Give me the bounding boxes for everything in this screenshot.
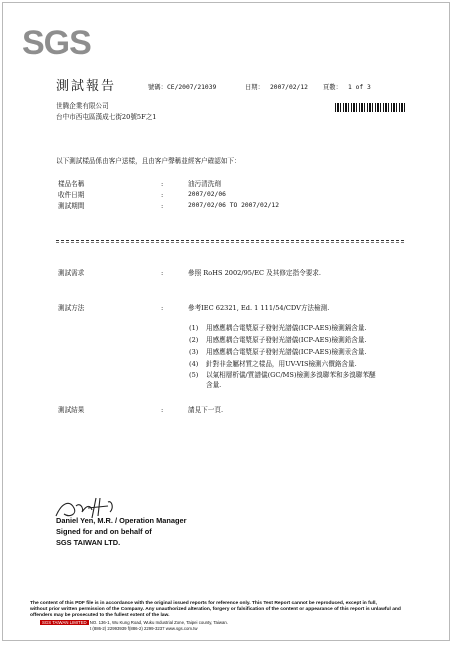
intro-text: 以下測試樣品係由客户送樣，且由客户聲稱並經客户確認如下： — [56, 157, 241, 165]
signed-for-text: Signed for and on behalf of — [56, 527, 152, 536]
colon: : — [161, 304, 164, 312]
divider — [56, 242, 404, 243]
method-item-text: 針對非金屬材質之樣品，用UV-VIS檢測六價鉻含量. — [206, 360, 357, 368]
method-item-number: (5) — [189, 371, 199, 379]
received-date-label: 收件日期 — [58, 191, 85, 199]
report-date: 2007/02/12 — [270, 84, 308, 91]
colon: : — [161, 180, 164, 188]
method-item-text-continued: 含量. — [206, 381, 222, 389]
page-label: 頁數： — [323, 84, 342, 91]
page-number: 1 of 3 — [348, 84, 371, 91]
colon: : — [161, 191, 164, 199]
footer-address — [40, 620, 228, 631]
client-name: 世腾企業有限公司 — [56, 102, 109, 110]
report-no-label: 號碼： — [148, 84, 167, 91]
company-tag: SGS TAIWAN LIMITED — [42, 620, 87, 625]
date-label: 日期： — [245, 84, 264, 91]
contact-line: t (886-2) 22993939 f(886-2) 2299-3237 www.sgs.com.tw — [90, 625, 198, 631]
result-label: 測試結果 — [58, 406, 85, 414]
method-item-number: (2) — [189, 336, 199, 344]
test-period-value: 2007/02/06 TO 2007/02/12 — [188, 202, 279, 209]
method-item-number: (1) — [189, 324, 199, 332]
divider — [56, 240, 404, 241]
report-no: CE/2007/21039 — [167, 84, 217, 91]
colon: : — [161, 406, 164, 414]
method-item-text: 用感應耦合電漿原子發射光譜儀(ICP-AES)檢測鉛含量. — [206, 336, 367, 344]
sample-name-label: 樣品名稱 — [58, 180, 85, 188]
footer-line: offenders may be prosecuted to the fullest extent of the law. — [30, 613, 170, 618]
footer-line: The content of this PDF file is in accordance with the original issued reports for reference only. This Test Report cannot be reproduced, except in full, — [30, 601, 377, 606]
method-item-text: 用感應耦合電漿原子發射光譜儀(ICP-AES)檢測鎘含量. — [206, 324, 367, 332]
method-item-number: (3) — [189, 348, 199, 356]
method-item-text: 以氣相層析儀/質譜儀(GC/MS)檢測多溴聯苯和多溴聯苯醚 — [206, 371, 376, 379]
client-address: 台中市西屯區漢成七街20號5F之1 — [56, 113, 157, 121]
method-item-text: 用感應耦合電漿原子發射光譜儀(ICP-AES)檢測汞含量. — [206, 348, 367, 356]
sample-name-value: 油污清洗劑 — [188, 180, 221, 188]
result-value: 請見下一頁. — [188, 406, 224, 414]
footer-line: without prior written permission of the Company. Any unauthorized alteration, forgery or falsification of the content or appearance of this report is unlawful and — [30, 607, 401, 612]
colon: : — [161, 269, 164, 277]
footer-disclaimer — [30, 601, 430, 619]
method-value: 參考IEC 62321, Ed. 1 111/54/CDV方法檢測. — [188, 304, 330, 312]
requirement-value: 參照 RoHS 2002/95/EC 及其修定指令要求. — [188, 269, 321, 277]
test-period-label: 測試期間 — [58, 202, 85, 210]
requirement-label: 測試需求 — [58, 269, 85, 277]
method-item-number: (4) — [189, 360, 199, 368]
sgs-logo: SGS — [22, 24, 91, 62]
colon: : — [161, 202, 164, 210]
method-label: 測試方法 — [58, 304, 85, 312]
report-title: 測試報告 — [56, 79, 117, 94]
barcode — [335, 103, 405, 112]
received-date-value: 2007/02/06 — [188, 191, 226, 198]
signatory-name: Daniel Yen, M.R. / Operation Manager — [56, 516, 187, 525]
signing-company: SGS TAIWAN LTD. — [56, 538, 121, 547]
address-line: NO. 136-1, Wu Kung Road, Wuku Industrial Zone, Taipei county, Taiwan. — [89, 620, 228, 625]
